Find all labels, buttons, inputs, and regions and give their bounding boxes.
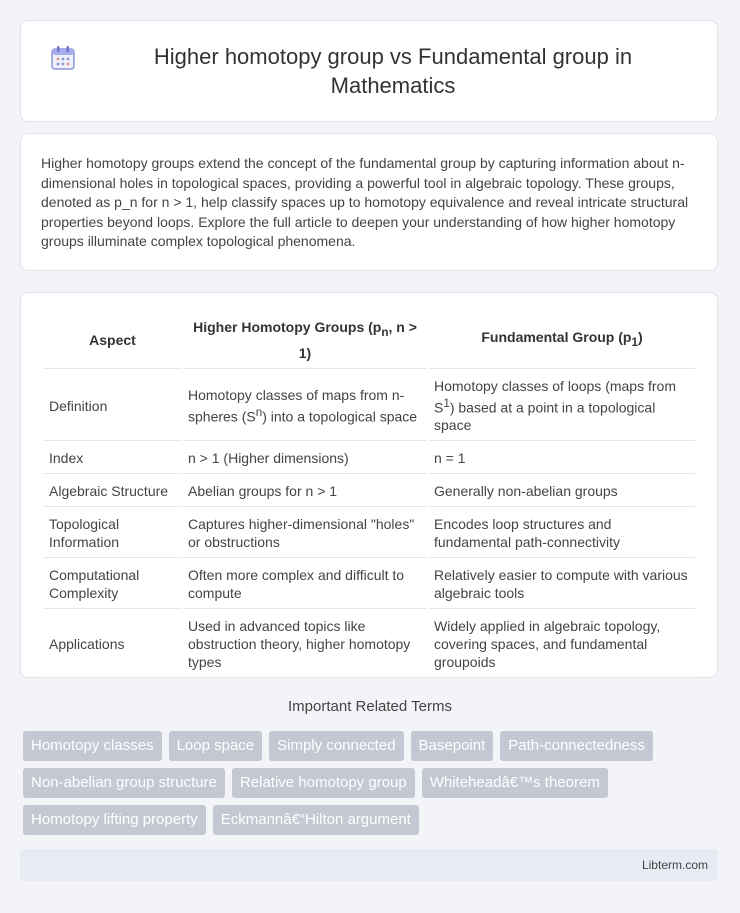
header-inner bbox=[49, 42, 689, 100]
intro-card bbox=[20, 133, 718, 271]
intro-text: Higher homotopy groups extend the concept of the fundamental group by capturing information about n-dimensional holes in topological spaces, providing a powerful tool in algebraic topology. These groups, denoted as p_n for n > 1, help classify spaces up to homotopy equivalence and reveal intricate structural properties beyond loops. Explore the full article to deepen your understanding of how higher homotopy groups illuminate complex topological phenomena. bbox=[41, 155, 689, 250]
cell-aspect: Computational Complexity bbox=[44, 560, 181, 609]
footer bbox=[20, 849, 718, 881]
related-term-tag[interactable]: Simply connected bbox=[269, 731, 403, 761]
related-terms-list bbox=[23, 731, 723, 835]
table-row bbox=[44, 443, 695, 474]
cell-higher: Homotopy classes of maps from n-spheres $(S^n)$ into a topological space bbox=[183, 371, 427, 442]
calendar-icon bbox=[49, 44, 77, 72]
cell-higher: n > 1 (Higher dimensions) bbox=[183, 443, 427, 474]
related-term-tag[interactable]: Whiteheadâ€™s theorem bbox=[422, 768, 608, 798]
cell-aspect: Topological Information bbox=[44, 509, 181, 558]
comparison-table-card bbox=[20, 292, 718, 678]
header-card bbox=[20, 20, 718, 122]
related-term-tag[interactable]: Loop space bbox=[169, 731, 263, 761]
cell-fundamental: Relatively easier to compute with various algebraic tools bbox=[429, 560, 695, 609]
cell-aspect: Algebraic Structure bbox=[44, 476, 181, 507]
related-term-tag[interactable]: Path-connectedness bbox=[500, 731, 653, 761]
footer-site-link[interactable]: Libterm.com bbox=[641, 858, 708, 872]
table-row bbox=[44, 560, 695, 609]
table-row bbox=[44, 509, 695, 558]
cell-higher: Used in advanced topics like obstruction theory, higher homotopy types bbox=[183, 611, 427, 678]
cell-aspect: Index bbox=[44, 443, 181, 474]
cell-fundamental: n = 1 bbox=[429, 443, 695, 474]
related-term-tag[interactable]: Homotopy classes bbox=[23, 731, 162, 761]
related-terms-title: Important Related Terms bbox=[288, 698, 452, 715]
cell-aspect: Definition bbox=[44, 371, 181, 442]
cell-higher: Abelian groups for n > 1 bbox=[183, 476, 427, 507]
related-term-tag[interactable]: Eckmannâ€“Hilton argument bbox=[213, 805, 419, 835]
header-higher-homotopy: Higher Homotopy Groups ($p_n$, n > 1) bbox=[183, 315, 427, 369]
page-title: Higher homotopy group vs Fundamental group in Mathematics bbox=[153, 44, 633, 98]
related-term-tag[interactable]: Homotopy lifting property bbox=[23, 805, 206, 835]
related-term-tag[interactable]: Non-abelian group structure bbox=[23, 768, 225, 798]
cell-fundamental: Widely applied in algebraic topology, covering spaces, and fundamental groupoids bbox=[429, 611, 695, 678]
cell-aspect: Applications bbox=[44, 611, 181, 678]
table-header-row bbox=[44, 315, 695, 369]
comparison-table bbox=[42, 313, 697, 680]
header-fundamental-group: Fundamental Group $(p_1)$ bbox=[429, 315, 695, 369]
cell-fundamental: Homotopy classes of loops (maps from $S^1$) based at a point in a topological space bbox=[429, 371, 695, 442]
related-term-tag[interactable]: Relative homotopy group bbox=[232, 768, 415, 798]
header-aspect: Aspect bbox=[44, 315, 181, 369]
table-row bbox=[44, 611, 695, 678]
table-row bbox=[44, 476, 695, 507]
cell-higher: Often more complex and difficult to compute bbox=[183, 560, 427, 609]
cell-higher: Captures higher-dimensional "holes" or obstructions bbox=[183, 509, 427, 558]
cell-fundamental: Generally non-abelian groups bbox=[429, 476, 695, 507]
related-term-tag[interactable]: Basepoint bbox=[411, 731, 494, 761]
cell-fundamental: Encodes loop structures and fundamental path-connectivity bbox=[429, 509, 695, 558]
table-row bbox=[44, 371, 695, 442]
